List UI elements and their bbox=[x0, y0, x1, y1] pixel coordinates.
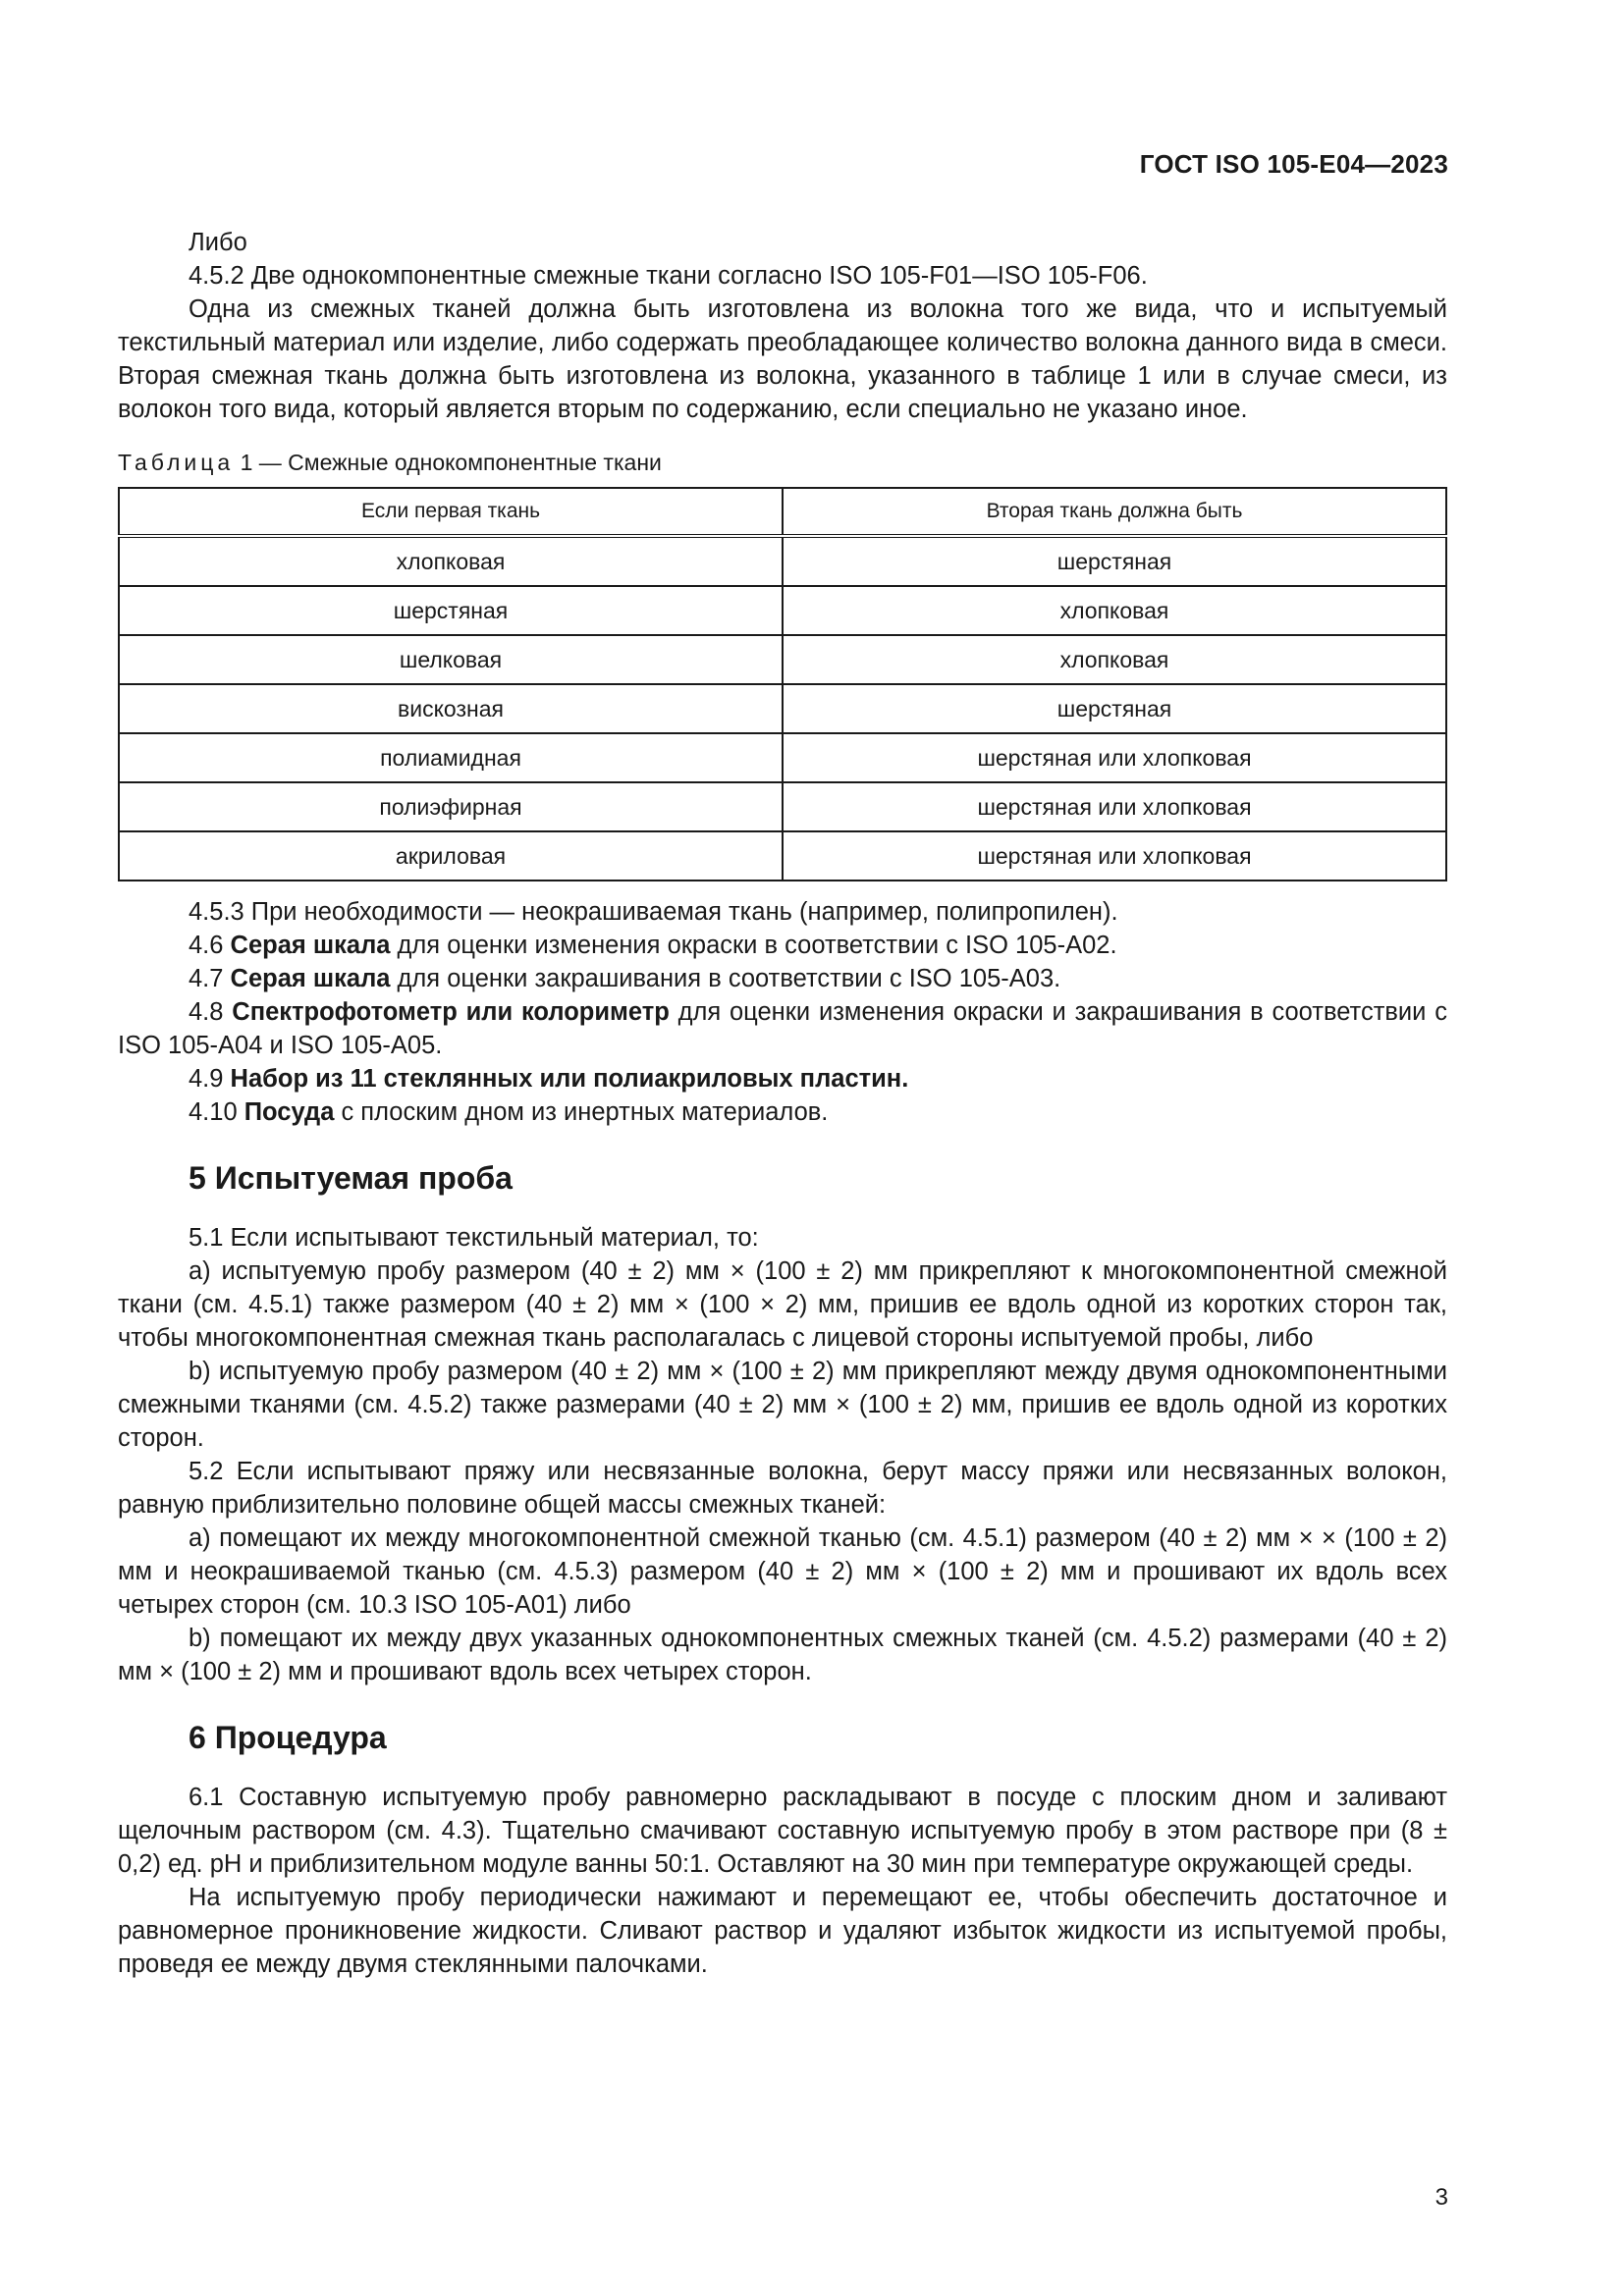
clause-text: с плоским дном из инертных материалов. bbox=[334, 1098, 829, 1126]
table-header-cell: Вторая ткань должна быть bbox=[783, 488, 1446, 536]
clause-term: Серая шкала bbox=[230, 965, 391, 992]
clause-4-5-2: 4.5.2 Две однокомпонентные смежные ткани согласно ISO 105-F01—ISO 105-F06. bbox=[189, 262, 1148, 290]
section-5-heading: 5 Испытуемая проба bbox=[189, 1160, 513, 1196]
table-cell: акриловая bbox=[119, 831, 783, 881]
table-header-row bbox=[119, 488, 1446, 536]
table-row bbox=[119, 684, 1446, 733]
clause-6-1: 6.1 Составную испытуемую пробу равномерно раскладывают в посуде с плоским дном и заливают щелочным раствором (см. 4.3). Тщательно смачивают составную испытуемую пробу в этом растворе при (8 ± 0,2) ед. pH и приблизительном модуле ванны 50:1. Оставляют на 30 мин при температуре окружающей среды. bbox=[118, 1784, 1447, 1878]
clause-number: 4.10 bbox=[189, 1098, 244, 1126]
paragraph: Либо bbox=[189, 229, 247, 256]
clause-5-1-a: a) испытуемую пробу размером (40 ± 2) мм × (100 ± 2) мм прикрепляют к многокомпонентной смежной ткани (см. 4.5.1) также размером (40 ± 2) мм × (100 × 2) мм, пришив ее вдоль одной из коротких сторон так, чтобы многокомпонентная смежная ткань располагалась с лицевой стороны испытуемой пробы, либо bbox=[118, 1257, 1447, 1352]
table-cell: вискозная bbox=[119, 684, 783, 733]
clause-term: Набор из 11 стеклянных или полиакриловых пластин. bbox=[230, 1065, 909, 1093]
clause-4-6 bbox=[118, 929, 1447, 962]
table-cell: полиэфирная bbox=[119, 782, 783, 831]
table-row bbox=[119, 586, 1446, 635]
table-cell: шелковая bbox=[119, 635, 783, 684]
table-cell: хлопковая bbox=[783, 586, 1446, 635]
clause-number: 4.8 bbox=[189, 998, 233, 1026]
clause-5-2-a: a) помещают их между многокомпонентной смежной тканью (см. 4.5.1) размером (40 ± 2) мм × × (100 ± 2) мм и неокрашиваемой тканью (см. 4.5.3) размером (40 ± 2) мм × (100 ± 2) мм и прошивают их вдоль всех четырех сторон (см. 10.3 ISO 105-A01) либо bbox=[118, 1524, 1447, 1619]
table-row bbox=[119, 831, 1446, 881]
table-row bbox=[119, 536, 1446, 586]
table-row bbox=[119, 782, 1446, 831]
clause-term: Посуда bbox=[244, 1098, 335, 1126]
table-cell: хлопковая bbox=[783, 635, 1446, 684]
table-cell: хлопковая bbox=[119, 536, 783, 586]
table-cell: шерстяная bbox=[119, 586, 783, 635]
table-cell: шерстяная или хлопковая bbox=[783, 831, 1446, 881]
clause-number: 4.7 bbox=[189, 965, 231, 992]
table-header-cell: Если первая ткань bbox=[119, 488, 783, 536]
table-cell: шерстяная или хлопковая bbox=[783, 782, 1446, 831]
clause-4-7 bbox=[118, 962, 1447, 995]
table-caption-word: Таблица bbox=[118, 450, 235, 475]
table-row bbox=[119, 635, 1446, 684]
clause-4-10 bbox=[118, 1095, 1447, 1129]
clause-5-2-b: b) помещают их между двух указанных однокомпонентных смежных тканей (см. 4.5.2) размерами (40 ± 2) мм × (100 ± 2) мм и прошивают вдоль всех четырех сторон. bbox=[118, 1625, 1447, 1685]
page-content bbox=[118, 226, 1447, 1981]
clause-4-5-3: 4.5.3 При необходимости — неокрашиваемая ткань (например, полипропилен). bbox=[189, 898, 1118, 926]
table-cell: полиамидная bbox=[119, 733, 783, 782]
table-cell: шерстяная или хлопковая bbox=[783, 733, 1446, 782]
table-cell: шерстяная bbox=[783, 684, 1446, 733]
clause-text: для оценки изменения окраски в соответствии с ISO 105-A02. bbox=[390, 932, 1117, 959]
clause-5-1: 5.1 Если испытывают текстильный материал, то: bbox=[189, 1224, 759, 1252]
clause-term: Серая шкала bbox=[230, 932, 391, 959]
table-caption bbox=[118, 448, 1447, 477]
paragraph: Одна из смежных тканей должна быть изготовлена из волокна того же вида, что и испытуемый текстильный материал или изделие, либо содержать преобладающее количество волокна данного вида в смеси. Вторая смежная ткань должна быть изготовлена из волокна, указанного в таблице 1 или в случае смеси, из волокон того вида, который является вторым по содержанию, если специально не указано иное. bbox=[118, 295, 1447, 423]
clause-number: 4.9 bbox=[189, 1065, 231, 1093]
clause-4-9 bbox=[118, 1062, 1447, 1095]
table-cell: шерстяная bbox=[783, 536, 1446, 586]
clause-term: Спектрофотометр или колориметр bbox=[232, 998, 670, 1026]
paragraph: На испытуемую пробу периодически нажимают и перемещают ее, чтобы обеспечить достаточное и равномерное проникновение жидкости. Сливают раствор и удаляют избыток жидкости из испытуемой пробы, проведя ее между двумя стеклянными палочками. bbox=[118, 1884, 1447, 1978]
clause-text: для оценки закрашивания в соответствии с ISO 105-A03. bbox=[390, 965, 1061, 992]
section-6-heading: 6 Процедура bbox=[189, 1720, 387, 1755]
clause-5-2: 5.2 Если испытывают пряжу или несвязанные волокна, берут массу пряжи или несвязанных волокон, равную приблизительно половине общей массы смежных тканей: bbox=[118, 1458, 1447, 1519]
table-caption-title: 1 — Смежные однокомпонентные ткани bbox=[234, 450, 662, 475]
clause-4-8 bbox=[118, 995, 1447, 1062]
clause-5-1-b: b) испытуемую пробу размером (40 ± 2) мм × (100 ± 2) мм прикрепляют между двумя однокомпонентными смежными тканями (см. 4.5.2) также размерами (40 ± 2) мм × (100 ± 2) мм, пришив ее вдоль одной из коротких сторон. bbox=[118, 1358, 1447, 1452]
table-row bbox=[119, 733, 1446, 782]
page-number: 3 bbox=[1435, 2184, 1448, 2211]
clause-text: для оценки изменения окраски и закрашивания в соответствии с ISO 105-A04 и ISO 105-A05. bbox=[118, 998, 1447, 1059]
adjacent-fabrics-table bbox=[118, 487, 1447, 881]
clause-number: 4.6 bbox=[189, 932, 231, 959]
equipment-list bbox=[118, 895, 1447, 1129]
document-header: ГОСТ ISO 105-E04—2023 bbox=[1139, 149, 1448, 179]
